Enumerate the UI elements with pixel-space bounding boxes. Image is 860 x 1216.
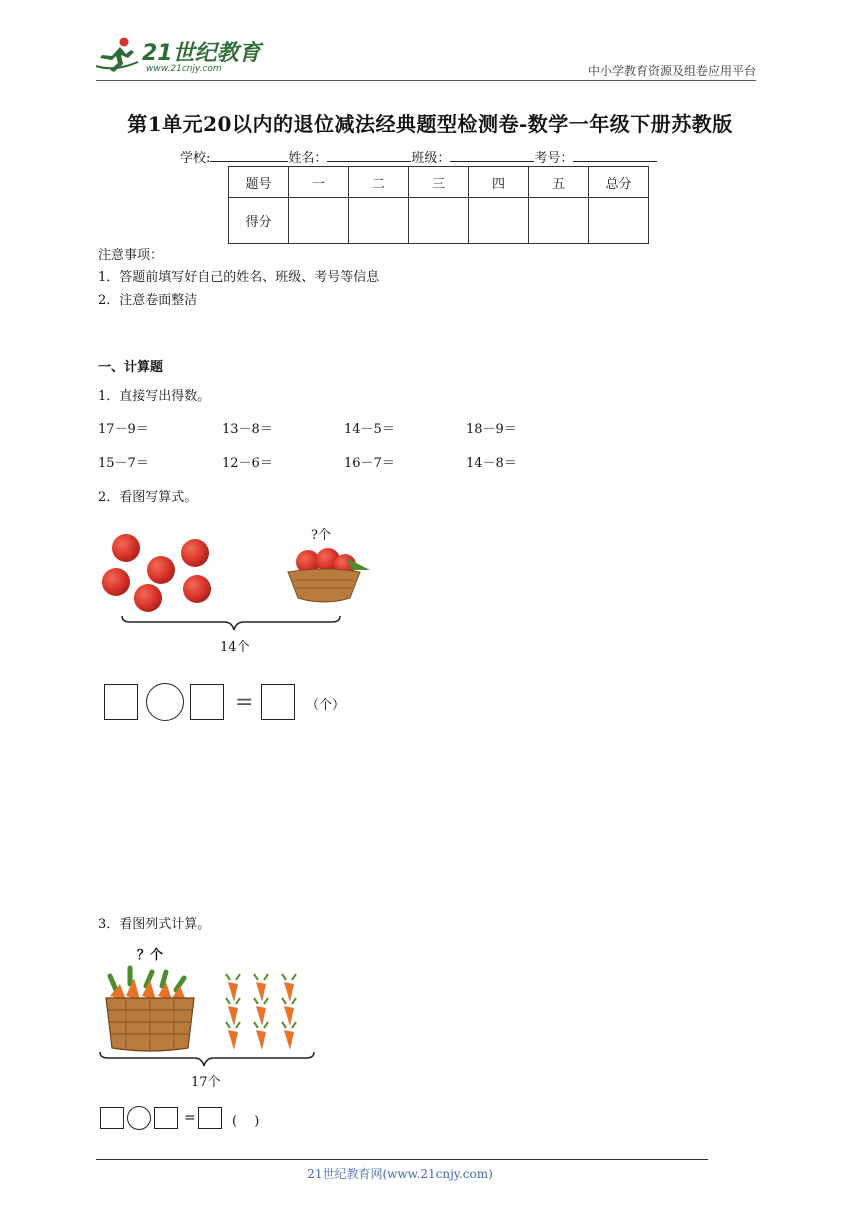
logo-text: 21世纪教育 — [142, 41, 261, 66]
score-header: 一 — [289, 167, 349, 198]
total-label: 14个 — [220, 640, 250, 655]
page-title: 第1单元20以内的退位减法经典题型检测卷-数学一年级下册苏教版 — [127, 112, 733, 136]
equation: 17－9＝ — [98, 422, 149, 437]
equation: 18－9＝ — [466, 422, 517, 437]
notes-heading: 注意事项： — [98, 248, 164, 263]
question-2-text: 2．看图写算式。 — [98, 490, 198, 505]
equation: 12－6＝ — [222, 456, 273, 471]
equals-sign: = — [235, 690, 254, 715]
carrot-icon — [226, 974, 240, 1002]
school-label: 学校: — [180, 151, 211, 166]
number-label: 考号： — [534, 151, 574, 166]
equation: 16－7＝ — [344, 456, 395, 471]
footer-text[interactable]: 21世纪教育网(www.21cnjy.com) — [307, 1167, 493, 1181]
score-cell[interactable] — [529, 198, 589, 244]
score-table — [228, 166, 649, 244]
carrot-icon — [254, 974, 268, 1002]
answer-box[interactable] — [104, 684, 138, 720]
carrot-icon — [254, 1022, 268, 1050]
apple-basket-icon — [288, 548, 370, 602]
total-brace — [122, 616, 340, 630]
apple-icon — [181, 539, 209, 567]
question-mark-label: ？个 — [137, 948, 164, 963]
class-label: 班级： — [411, 151, 451, 166]
equation: 14－5＝ — [344, 422, 395, 437]
student-info-line — [180, 147, 657, 166]
section-heading: 一、计算题 — [98, 360, 164, 375]
equation: 13－8＝ — [222, 422, 273, 437]
score-cell[interactable] — [409, 198, 469, 244]
apple-icon — [112, 534, 140, 562]
carrot-icon — [282, 974, 296, 1002]
platform-label: 中小学教育资源及组卷应用平台 — [587, 64, 756, 78]
equation: 14－8＝ — [466, 456, 517, 471]
score-header: 三 — [409, 167, 469, 198]
carrot-basket-icon — [106, 968, 194, 1052]
apple-icon — [134, 584, 162, 612]
score-header: 二 — [349, 167, 409, 198]
carrot-icon — [254, 998, 268, 1026]
note-item: 1．答题前填写好自己的姓名、班级、考号等信息 — [98, 270, 380, 285]
footer-divider — [96, 1159, 708, 1160]
equation: 15－7＝ — [98, 456, 149, 471]
total-brace — [100, 1052, 314, 1066]
apple-icon — [147, 556, 175, 584]
question-3-text: 3．看图列式计算。 — [98, 917, 211, 932]
score-cell[interactable] — [349, 198, 409, 244]
answer-box[interactable] — [190, 684, 224, 720]
note-item: 2．注意卷面整洁 — [98, 293, 198, 308]
carrots-illustration — [96, 960, 320, 1070]
school-blank[interactable] — [210, 149, 288, 162]
carrot-icon — [282, 998, 296, 1026]
class-blank[interactable] — [450, 149, 534, 162]
score-cell[interactable] — [469, 198, 529, 244]
score-header: 题号 — [229, 167, 289, 198]
apple-icon — [102, 568, 130, 596]
score-row-label: 得分 — [229, 198, 289, 244]
score-cell[interactable] — [289, 198, 349, 244]
answer-box[interactable] — [154, 1107, 178, 1129]
score-header: 总分 — [589, 167, 649, 198]
score-cell[interactable] — [589, 198, 649, 244]
answer-box[interactable] — [198, 1107, 222, 1129]
name-label: 姓名： — [288, 151, 328, 166]
carrot-icon — [226, 1022, 240, 1050]
operator-circle[interactable] — [127, 1106, 151, 1130]
number-blank[interactable] — [573, 149, 657, 162]
question-mark-label: ?个 — [311, 528, 331, 543]
unit-label: （个） — [306, 698, 346, 713]
carrot-icon — [226, 998, 240, 1026]
logo-url: www.21cnjy.com — [146, 64, 222, 74]
score-header: 四 — [469, 167, 529, 198]
equals-sign: = — [184, 1110, 196, 1126]
total-label: 17个 — [191, 1075, 221, 1090]
name-blank[interactable] — [327, 149, 411, 162]
runner-logo-icon — [94, 36, 140, 74]
question-1-text: 1．直接写出得数。 — [98, 389, 211, 404]
apple-icon — [183, 575, 211, 603]
header-divider — [96, 80, 756, 81]
score-header: 五 — [529, 167, 589, 198]
carrot-icon — [282, 1022, 296, 1050]
answer-box[interactable] — [261, 684, 295, 720]
site-logo — [94, 34, 264, 78]
answer-box[interactable] — [100, 1107, 124, 1129]
unit-label: ( ) — [232, 1114, 260, 1129]
operator-circle[interactable] — [146, 683, 184, 721]
